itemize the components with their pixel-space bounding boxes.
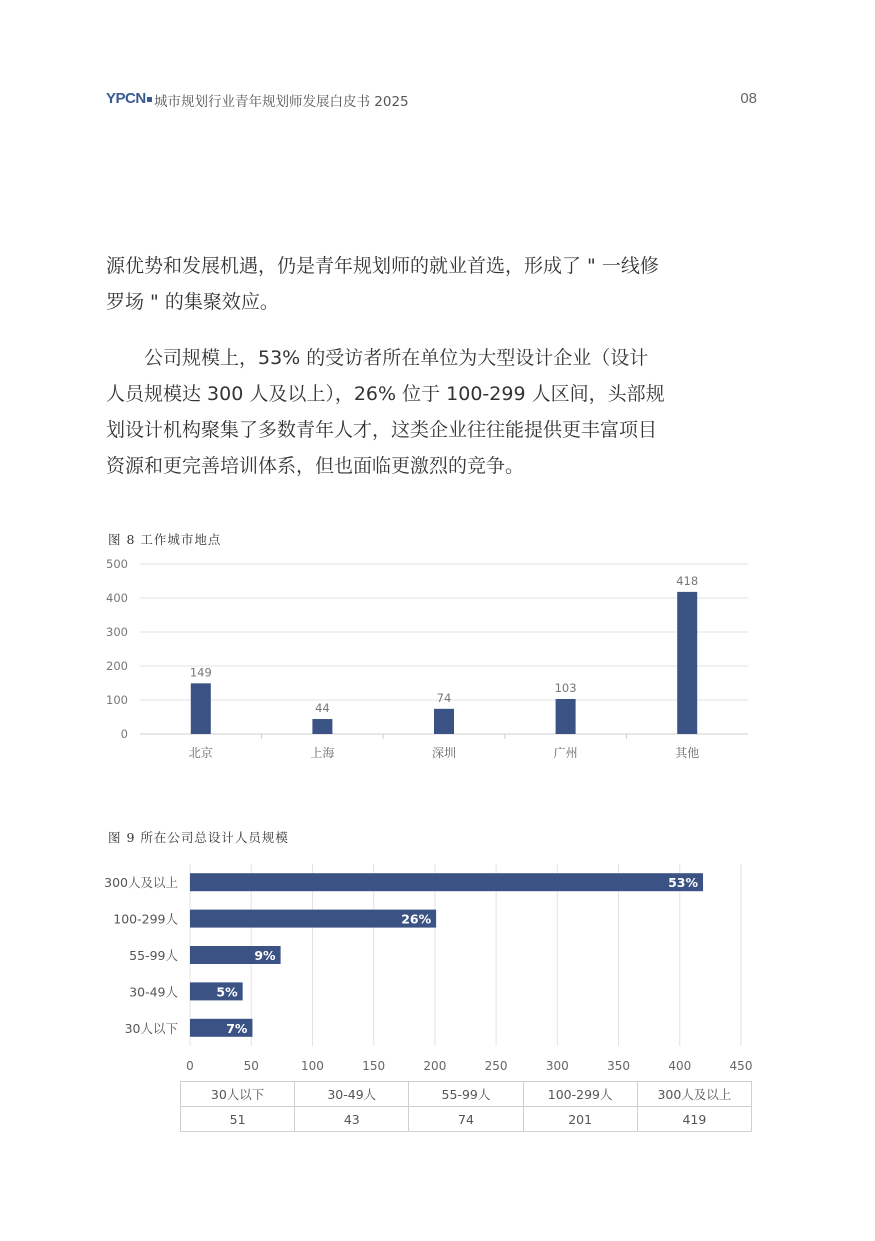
table-cell: 74	[409, 1107, 523, 1132]
y-tick-label: 400	[106, 591, 128, 605]
data-label: 44	[315, 701, 330, 716]
y-category-label: 300人及以上	[104, 875, 178, 891]
x-tick-label: 450	[729, 1059, 753, 1073]
x-tick-label: 400	[668, 1059, 692, 1073]
y-category-label: 30-49人	[129, 984, 178, 1000]
x-tick-label: 350	[607, 1059, 631, 1073]
y-tick-label: 0	[120, 727, 128, 741]
x-category-label: 北京	[188, 746, 213, 760]
y-tick-label: 200	[106, 659, 128, 673]
data-label: 5%	[216, 984, 238, 1000]
data-label: 7%	[226, 1020, 248, 1036]
header-title: 城市规划行业青年规划师发展白皮书 2025	[154, 94, 409, 110]
x-tick-label: 50	[243, 1059, 259, 1073]
x-tick-label: 100	[300, 1059, 324, 1073]
paragraph-text: 公司规模上，53% 的受访者所在单位为大型设计企业（设计人员规模达 300 人及以上），26% 位于 100-299 人区间，头部规划设计机构聚集了多数青年人才，这类企业往往能提供更丰富项目资源和更完善培训体系，但也面临更激烈的竞争。	[106, 347, 665, 477]
table-header-cell: 55-99人	[409, 1082, 523, 1107]
figure9-data-table	[180, 1081, 752, 1132]
x-category-label: 上海	[310, 746, 335, 760]
logo-text: YPCN	[106, 90, 146, 107]
data-label: 26%	[401, 911, 432, 927]
bar	[434, 709, 454, 734]
table-cell: 43	[295, 1107, 409, 1132]
y-category-label: 55-99人	[129, 948, 178, 963]
table-header-cell: 30人以下	[181, 1082, 295, 1107]
y-tick-label: 500	[106, 557, 128, 571]
figure9-title: 图 9 所在公司总设计人员规模	[108, 830, 289, 845]
table-header-cell: 300人及以上	[637, 1082, 751, 1107]
table-header-cell: 100-299人	[523, 1082, 637, 1107]
bar	[556, 699, 576, 734]
x-tick-label: 250	[484, 1059, 508, 1073]
y-category-label: 30人以下	[124, 1020, 178, 1036]
logo	[106, 90, 152, 107]
table-cell: 51	[181, 1107, 295, 1132]
x-tick-label: 0	[186, 1059, 194, 1073]
page-number: 08	[740, 90, 757, 107]
table-row	[181, 1107, 752, 1132]
body-paragraph-1	[106, 248, 666, 320]
x-tick-label: 300	[545, 1059, 569, 1073]
paragraph-text: 源优势和发展机遇，仍是青年规划师的就业首选，形成了 " 一线修罗场 " 的集聚效应。	[106, 255, 659, 313]
x-tick-label: 200	[423, 1059, 447, 1073]
y-tick-label: 100	[106, 693, 128, 707]
x-category-label: 广州	[553, 746, 578, 760]
x-category-label: 其他	[675, 746, 700, 760]
bar	[190, 910, 436, 928]
table-cell: 201	[523, 1107, 637, 1132]
y-tick-label: 300	[106, 625, 128, 639]
bar	[190, 873, 703, 891]
page-header	[106, 88, 757, 112]
table-header-cell: 30-49人	[295, 1082, 409, 1107]
data-label: 9%	[254, 948, 276, 963]
figure9-horizontal-bar-chart	[0, 860, 875, 1080]
figure8-title: 图 8 工作城市地点	[108, 532, 222, 547]
data-label: 418	[676, 573, 699, 588]
body-paragraph-2	[106, 340, 666, 484]
data-label: 149	[189, 665, 212, 680]
logo-mark	[147, 97, 152, 102]
y-category-label: 100-299人	[113, 911, 178, 927]
bar	[191, 683, 211, 734]
data-label: 103	[554, 680, 577, 695]
table-cell: 419	[637, 1107, 751, 1132]
x-category-label: 深圳	[431, 746, 457, 760]
data-label: 74	[436, 690, 452, 705]
bar	[677, 592, 697, 734]
figure8-bar-chart	[0, 550, 875, 770]
table-header-row	[181, 1082, 752, 1107]
bar	[312, 719, 332, 734]
x-tick-label: 150	[362, 1059, 386, 1073]
data-label: 53%	[668, 875, 699, 891]
